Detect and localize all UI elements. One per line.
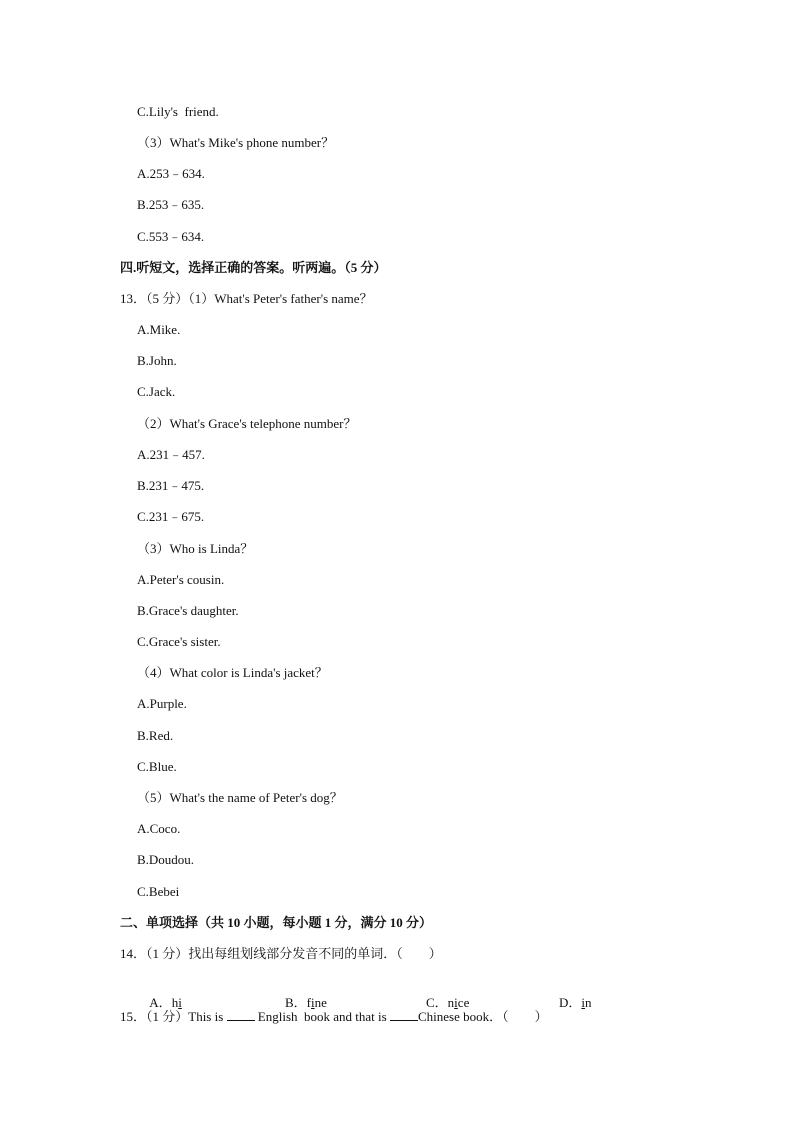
q13-s1-option-a: A.Mike.	[137, 322, 181, 337]
q14-option-d-label: D．	[559, 995, 582, 1010]
q14-stem: 14．（1 分）找出每组划线部分发音不同的单词．（ ）	[120, 946, 442, 961]
q13-s3-option-a: A.Peter's cousin.	[137, 572, 225, 587]
section-2-heading: 二、单项选择（共 10 小题，每小题 1 分，满分 10 分）	[120, 915, 433, 930]
q14-option-b-underlined: i	[311, 995, 315, 1010]
q14-option-c-label: C．	[426, 995, 448, 1010]
q13-s5-option-c: C.Bebei	[137, 884, 180, 899]
section-4-heading: 四.听短文，选择正确的答案。听两遍。（5 分）	[120, 260, 387, 275]
q14-option-a-underlined: i	[178, 995, 182, 1010]
q13-s2-option-c: C.231﹣675.	[137, 509, 205, 524]
q13-sub3-question: （3）Who is Linda？	[137, 541, 254, 556]
q13-s1-option-c: C.Jack.	[137, 384, 176, 399]
q13-stem: 13．（5 分）（1）What's Peter's father's name？	[120, 291, 373, 306]
q13-s2-option-b: B.231﹣475.	[137, 478, 205, 493]
q13-s4-option-b: B.Red.	[137, 728, 174, 743]
q15-blank-1	[227, 1008, 255, 1021]
q14-option-d-underlined: i	[581, 995, 586, 1010]
q13-s2-option-a: A.231﹣457.	[137, 447, 205, 462]
q14-option-d	[546, 976, 592, 1030]
q15-stem-middle: English book and that is	[254, 1009, 390, 1024]
q14-option-b-label: B．	[285, 995, 307, 1010]
q12-sub3-option-a: A.253﹣634.	[137, 166, 205, 181]
q14-option-a-word-pre: h	[171, 995, 179, 1010]
q15-stem-end: Chinese book．（ ）	[417, 1009, 548, 1024]
q14-option-a-label: A．	[149, 995, 172, 1010]
q13-sub2-question: （2）What's Grace's telephone number？	[137, 416, 357, 431]
q13-s4-option-a: A.Purple.	[137, 696, 187, 711]
q13-s5-option-a: A.Coco.	[137, 821, 181, 836]
q14-option-d-word-post: n	[585, 995, 592, 1010]
q13-s3-option-b: B.Grace's daughter.	[137, 603, 239, 618]
q14-option-c-word-post: ce	[457, 995, 470, 1010]
q15-blank-2	[390, 1008, 418, 1021]
q13-sub5-question: （5）What's the name of Peter's dog？	[137, 790, 343, 805]
q14-option-c-underlined: i	[454, 995, 458, 1010]
q13-s5-option-b: B.Doudou.	[137, 852, 195, 867]
q12-sub3-question: （3）What's Mike's phone number？	[137, 135, 335, 150]
q15-stem-start: 15．（1 分）This is	[120, 1009, 227, 1024]
q13-sub4-question: （4）What color is Linda's jacket？	[137, 665, 328, 680]
q14-option-b-word-pre: f	[306, 995, 312, 1010]
q13-s1-option-b: B.John.	[137, 353, 177, 368]
q12-sub3-option-c: C.553﹣634.	[137, 229, 205, 244]
q14-option-c-word-pre: n	[447, 995, 455, 1010]
q12-option-c: C.Lily's friend.	[137, 104, 219, 119]
q15-stem	[120, 1008, 548, 1026]
q13-s4-option-c: C.Blue.	[137, 759, 177, 774]
q12-sub3-option-b: B.253﹣635.	[137, 197, 205, 212]
q14-option-b-word-post: ne	[314, 995, 327, 1010]
q13-s3-option-c: C.Grace's sister.	[137, 634, 221, 649]
